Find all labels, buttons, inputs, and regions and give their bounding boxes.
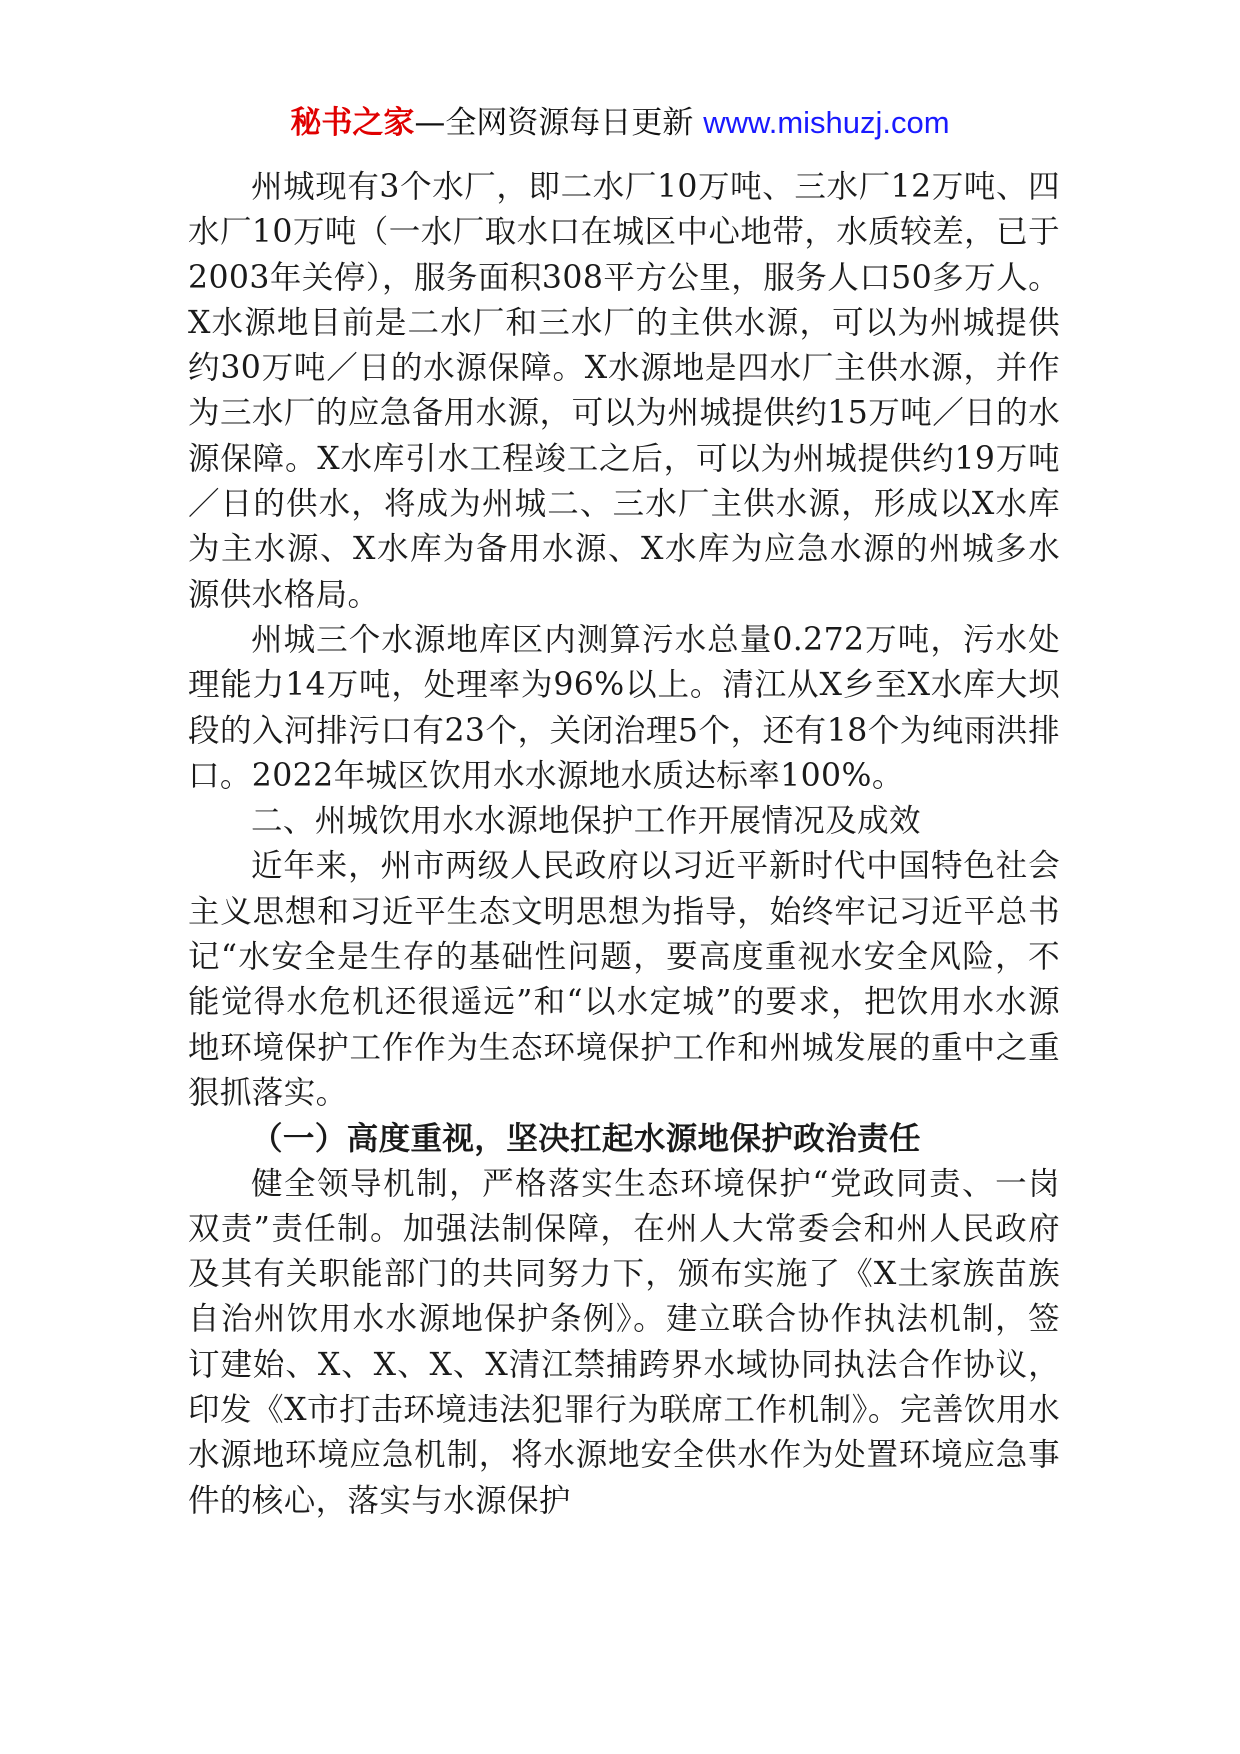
site-name: 秘书之家: [290, 105, 415, 141]
paragraph-sewage-treatment: 州城三个水源地库区内测算污水总量0.272万吨，污水处理能力14万吨，处理率为96%以上。清江从X乡至X水库大坝段的入河排污口有23个，关闭治理5个，还有18个为纯雨洪排口。2022年城区饮用水水源地水质达标率100%。: [188, 621, 1060, 794]
paragraph-water-plants: 州城现有3个水厂，即二水厂10万吨、三水厂12万吨、四水厂10万吨（一水厂取水口在城区中心地带，水质较差，已于2003年关停），服务面积308平方公里，服务人口50多万人。X水源地目前是二水厂和三水厂的主供水源，可以为州城提供约30万吨／日的水源保障。X水源地是四水厂主供水源，并作为三水厂的应急备用水源，可以为州城提供约15万吨／日的水源保障。X水库引水工程竣工之后，可以为州城提供约19万吨／日的供水，将成为州城二、三水厂主供水源，形成以X水库为主水源、X水库为备用水源、X水库为应急水源的州城多水源供水格局。: [188, 169, 1060, 613]
site-slogan: —全网资源每日更新: [414, 105, 704, 141]
site-url-link[interactable]: www.mishuzj.com: [703, 105, 950, 140]
document-body: [188, 165, 1060, 1524]
subsection-heading: （一）高度重视，坚决扛起水源地保护政治责任: [251, 1120, 921, 1158]
section-heading: 二、州城饮用水水源地保护工作开展情况及成效: [251, 803, 921, 840]
paragraph-leadership-mechanism: 健全领导机制，严格落实生态环境保护“党政同责、一岗双责”责任制。加强法制保障，在州人大常委会和州人民政府及其有关职能部门的共同努力下，颁布实施了《X土家族苗族自治州饮用水水源地保护条例》。建立联合协作执法机制，签订建始、X、X、X、X清江禁捕跨界水域协同执法合作协议，印发《X市打击环境违法犯罪行为联席工作机制》。完善饮用水水源地环境应急机制，将水源地安全供水作为处置环境应急事件的核心，落实与水源保护: [188, 1165, 1060, 1519]
page-header: [0, 101, 1240, 145]
paragraph-recent-years: 近年来，州市两级人民政府以习近平新时代中国特色社会主义思想和习近平生态文明思想为指导，始终牢记习近平总书记“水安全是生存的基础性问题，要高度重视水安全风险，不能觉得水危机还很遥远”和“以水定城”的要求，把饮用水水源地环境保护工作作为生态环境保护工作和州城发展的重中之重狠抓落实。: [188, 848, 1060, 1111]
